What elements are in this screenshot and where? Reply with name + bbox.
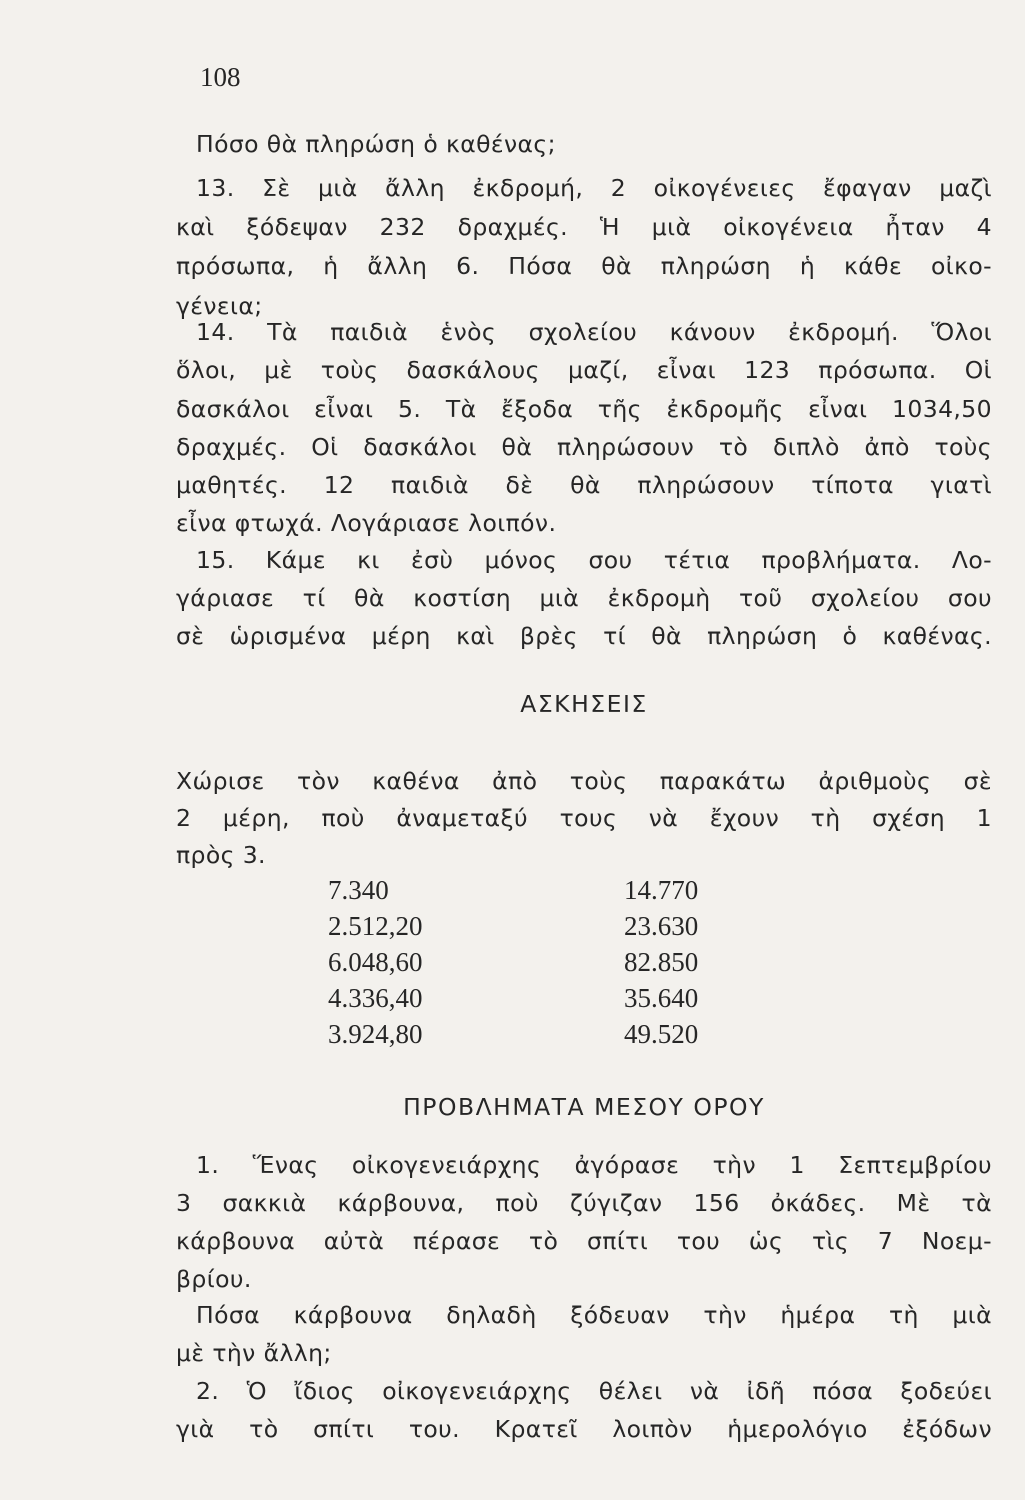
text-line: 14. Τὰ παιδιὰ ἑνὸς σχολείου κάνουν ἐκδρομή. Ὅλοι <box>196 318 992 346</box>
text-line: κάρβουνα αὐτὰ πέρασε τὸ σπίτι του ὡς τὶς 7 Νοεμ- <box>176 1227 992 1255</box>
text-line: μαθητές. 12 παιδιὰ δὲ θὰ πληρώσουν τίποτα γιατὶ <box>176 471 992 499</box>
text-line: γάριασε τί θὰ κοστίση μιὰ ἐκδρομὴ τοῦ σχολείου σου <box>176 584 992 612</box>
number-right: 49.520 <box>624 1019 699 1049</box>
section-heading-average-problems: ΠΡΟΒΛΗΜΑΤΑ ΜΕΣΟΥ ΟΡΟΥ <box>403 1093 765 1121</box>
text-line: 2 μέρη, ποὺ ἀναμεταξύ τους νὰ ἔχουν τὴ σχέση 1 <box>176 804 992 832</box>
text-line: σὲ ὡρισμένα μέρη καὶ βρὲς τί θὰ πληρώση ὁ καθένας. <box>176 622 992 650</box>
text-line: εἶνα φτωχά. Λογάριασε λοιπόν. <box>176 509 557 537</box>
text-line: Πόσο θὰ πληρώση ὁ καθένας; <box>196 130 556 158</box>
number-left: 4.336,40 <box>328 983 423 1013</box>
text-line: 2. Ὁ ἴδιος οἰκογενειάρχης θέλει νὰ ἰδῆ πόσα ξοδεύει <box>196 1377 992 1405</box>
text-line: δραχμές. Οἱ δασκάλοι θὰ πληρώσουν τὸ διπλὸ ἀπὸ τοὺς <box>176 433 992 461</box>
number-right: 23.630 <box>624 911 699 941</box>
number-right: 14.770 <box>624 875 699 905</box>
number-right: 82.850 <box>624 947 699 977</box>
text-line: ὅλοι, μὲ τοὺς δασκάλους μαζί, εἶναι 123 πρόσωπα. Οἱ <box>176 356 992 384</box>
section-heading-exercises: ΑΣΚΗΣΕΙΣ <box>520 690 648 718</box>
number-left: 3.924,80 <box>328 1019 423 1049</box>
text-line: 3 σακκιὰ κάρβουνα, ποὺ ζύγιζαν 156 ὀκάδες. Μὲ τὰ <box>176 1189 992 1217</box>
text-line: πρόσωπα, ἡ ἄλλη 6. Πόσα θὰ πληρώση ἡ κάθε οἰκο- <box>176 252 992 280</box>
number-left: 6.048,60 <box>328 947 423 977</box>
text-line: δασκάλοι εἶναι 5. Τὰ ἔξοδα τῆς ἐκδρομῆς εἶναι 1034,50 <box>176 395 992 423</box>
text-line: γιὰ τὸ σπίτι του. Κρατεῖ λοιπὸν ἡμερολόγιο ἐξόδων <box>176 1415 992 1443</box>
text-line: πρὸς 3. <box>176 841 266 869</box>
text-line: 1. Ἕνας οἰκογενειάρχης ἀγόρασε τὴν 1 Σεπτεμβρίου <box>196 1151 992 1179</box>
page-number: 108 <box>200 62 241 92</box>
text-line: Χώρισε τὸν καθένα ἀπὸ τοὺς παρακάτω ἀριθμοὺς σὲ <box>176 767 992 795</box>
text-line: 15. Κάμε κι ἐσὺ μόνος σου τέτια προβλήματα. Λο- <box>196 546 992 574</box>
number-right: 35.640 <box>624 983 699 1013</box>
text-line: μὲ τὴν ἄλλη; <box>176 1339 332 1367</box>
text-line: 13. Σὲ μιὰ ἄλλη ἐκδρομή, 2 οἰκογένειες ἔφαγαν μαζὶ <box>196 174 992 202</box>
text-line: καὶ ξόδεψαν 232 δραχμές. Ἡ μιὰ οἰκογένεια ἦταν 4 <box>176 213 992 241</box>
text-line: βρίου. <box>176 1265 252 1293</box>
number-left: 2.512,20 <box>328 911 423 941</box>
number-left: 7.340 <box>328 875 389 905</box>
text-line: γένεια; <box>176 292 263 320</box>
text-line: Πόσα κάρβουνα δηλαδὴ ξόδευαν τὴν ἡμέρα τὴ μιὰ <box>196 1301 992 1329</box>
